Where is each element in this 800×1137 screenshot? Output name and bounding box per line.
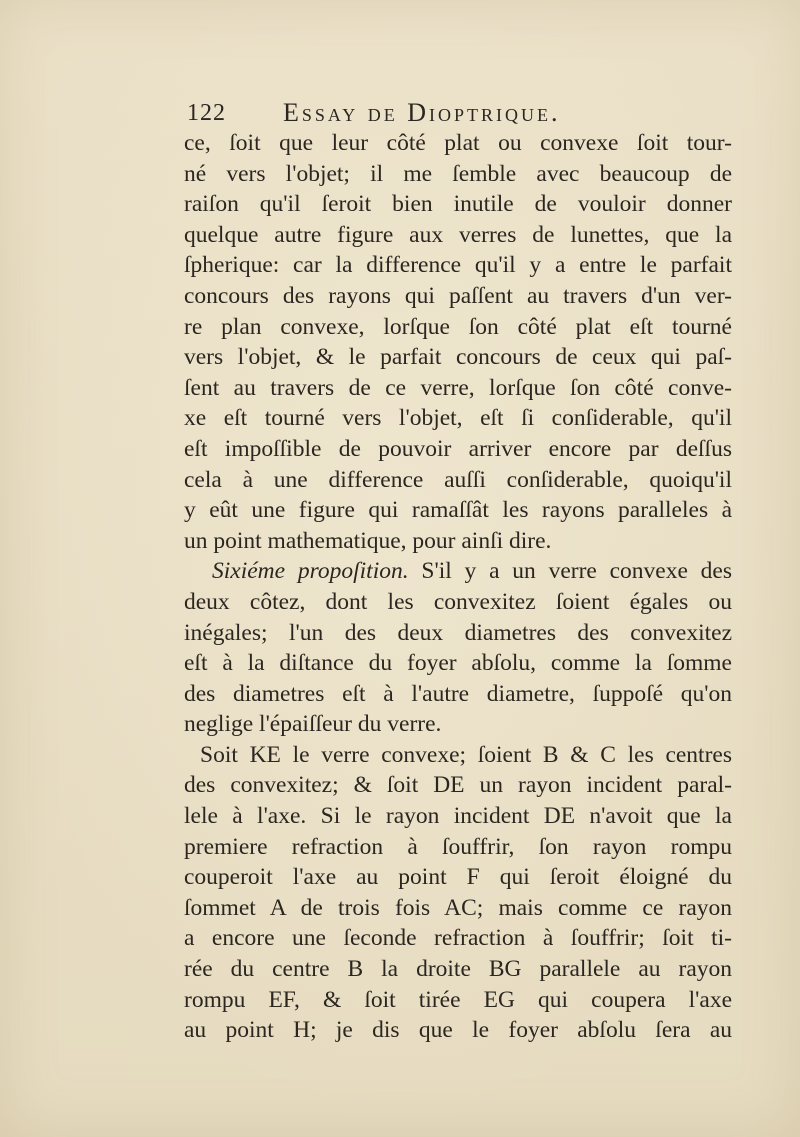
page-number: 122 bbox=[187, 100, 226, 126]
proposition-text: S'il y a un verre convexe des bbox=[421, 558, 733, 585]
demonstration-line: des convexitez; & ſoit DE un rayon incident paral- bbox=[184, 772, 732, 799]
text-line: cela à une difference auſſi conſiderable, quoiqu'il bbox=[184, 466, 732, 493]
text-line: ſpherique: car la difference qu'il y a entre le parfait bbox=[184, 252, 732, 279]
proposition-label: Sixiéme propoſition. bbox=[212, 558, 409, 585]
demonstration-line: a encore une ſeconde refraction à ſouffrir; ſoit ti- bbox=[184, 925, 732, 952]
text-line: eſt impoſſible de pouvoir arriver encore par deſſus bbox=[184, 435, 732, 462]
text-line: raiſon qu'il ſeroit bien inutile de vouloir donner bbox=[184, 191, 732, 218]
running-head-title: Essay de Dioptrique. bbox=[283, 98, 561, 127]
text-line: quelque autre figure aux verres de lunettes, que la bbox=[184, 221, 732, 248]
demonstration-line: lele à l'axe. Si le rayon incident DE n'avoit que la bbox=[184, 803, 732, 830]
text-line: xe eſt tourné vers l'objet, eſt ſi conſiderable, qu'il bbox=[184, 405, 732, 432]
proposition-line: deux côtez, dont les convexitez ſoient égales ou bbox=[184, 588, 732, 615]
body-text bbox=[184, 128, 732, 1046]
text-line: ce, ſoit que leur côté plat ou convexe ſoit tour- bbox=[184, 130, 732, 156]
running-head bbox=[187, 98, 732, 130]
text-line: vers l'objet, & le parfait concours de ceux qui paſ- bbox=[184, 344, 732, 371]
demonstration-line: rée du centre B la droite BG parallele au rayon bbox=[184, 956, 732, 983]
proposition-line: eſt à la diſtance du foyer abſolu, comme la ſomme bbox=[184, 650, 732, 677]
demonstration-line: ſommet A de trois fois AC; mais comme ce rayon bbox=[184, 894, 732, 921]
text-line: ſent au travers de ce verre, lorſque ſon côté conve- bbox=[184, 374, 732, 401]
demonstration-line: premiere refraction à ſouffrir, ſon rayon rompu bbox=[184, 833, 732, 860]
proposition-heading-line bbox=[184, 556, 732, 587]
demonstration-line: au point H; je dis que le foyer abſolu ſera au bbox=[184, 1017, 732, 1044]
text-line: né vers l'objet; il me ſemble avec beaucoup de bbox=[184, 160, 732, 187]
demonstration-line: couperoit l'axe au point F qui ſeroit éloigné du bbox=[184, 864, 732, 891]
text-line: un point mathematique, pour ainſi dire. bbox=[184, 527, 552, 554]
proposition-line: inégales; l'un des deux diametres des convexitez bbox=[184, 619, 732, 646]
demonstration-line: Soit KE le verre convexe; ſoient B & C les centres bbox=[200, 741, 732, 768]
text-line: concours des rayons qui paſſent au travers d'un ver- bbox=[184, 282, 732, 309]
demonstration-line: rompu EF, & ſoit tirée EG qui coupera l'axe bbox=[184, 986, 732, 1013]
text-line: re plan convexe, lorſque ſon côté plat eſt tourné bbox=[184, 313, 732, 340]
text-line: y eût une figure qui ramaſſât les rayons paralleles à bbox=[184, 497, 732, 524]
proposition-line: des diametres eſt à l'autre diametre, ſuppoſé qu'on bbox=[184, 680, 732, 707]
proposition-line: neglige l'épaiſſeur du verre. bbox=[184, 711, 442, 738]
